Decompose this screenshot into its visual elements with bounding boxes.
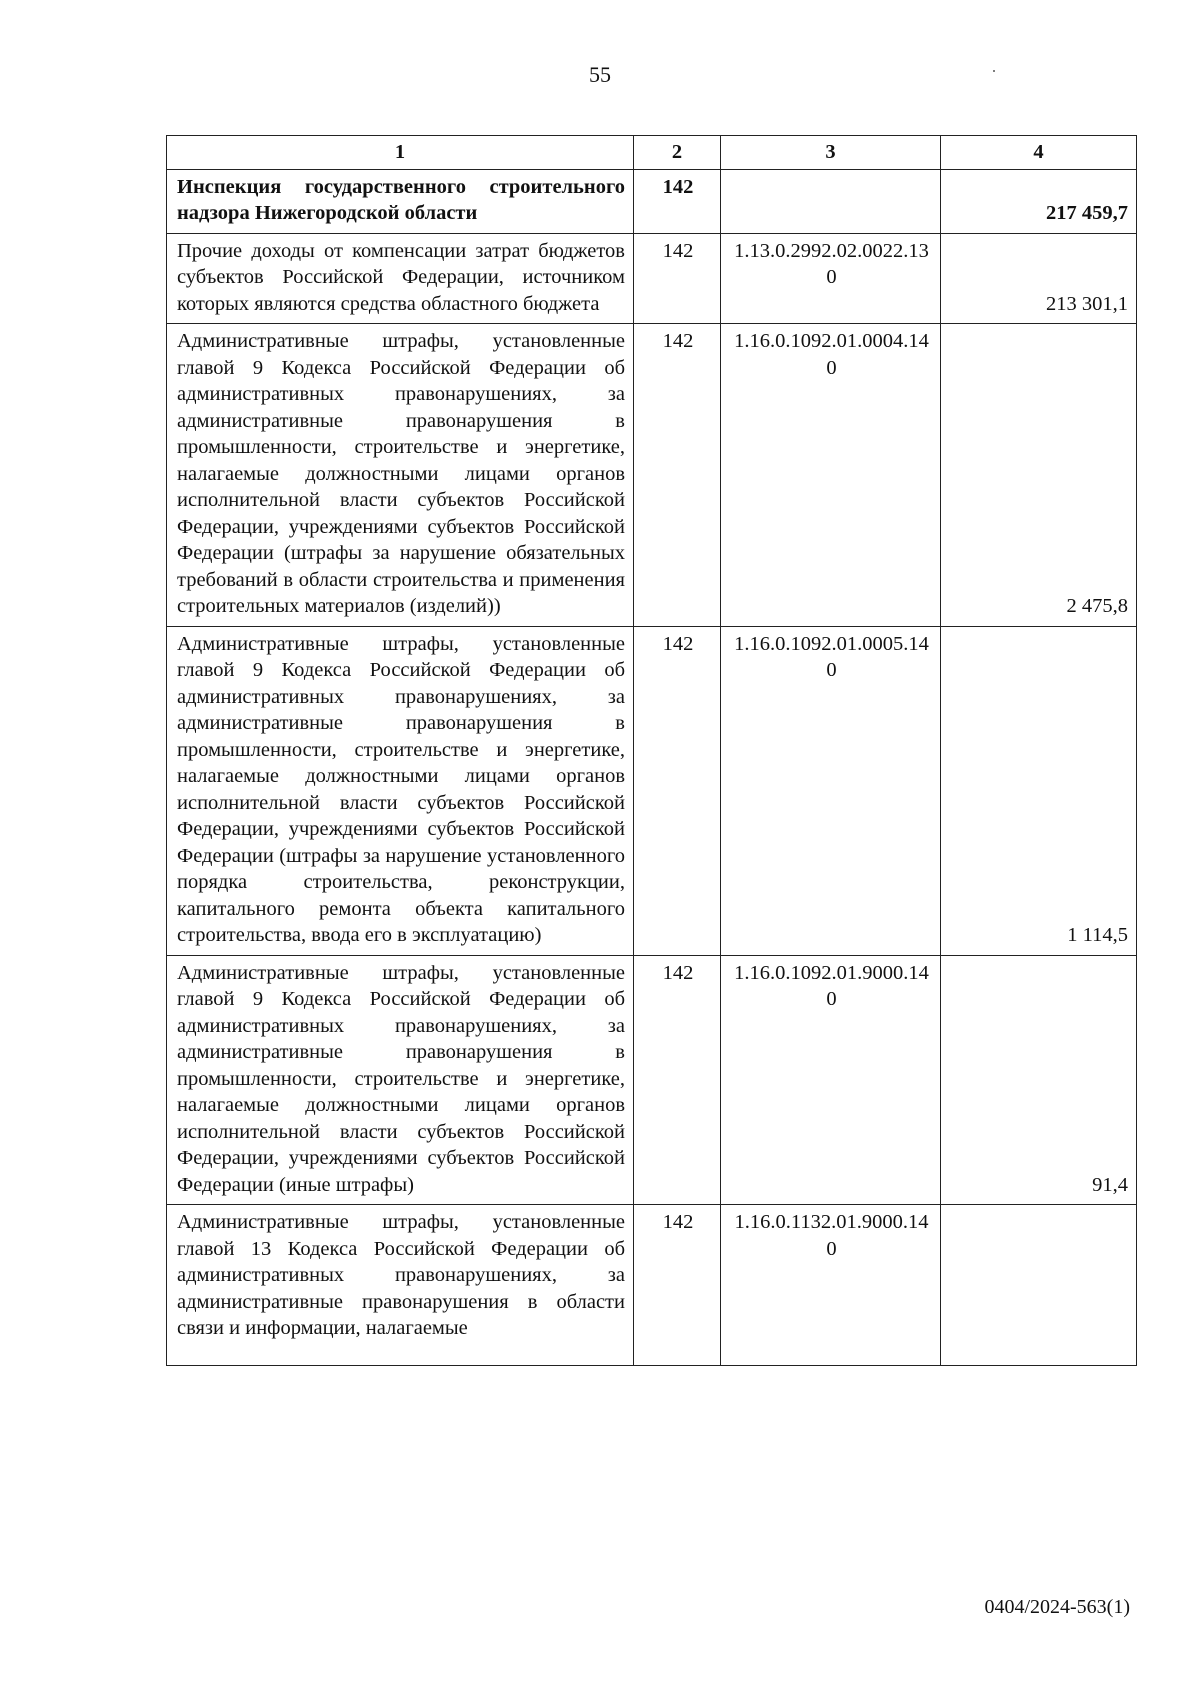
column-header-3: 3 — [721, 136, 941, 170]
row-amount: 2 475,8 — [1066, 595, 1128, 617]
row-admin-code: 142 — [634, 169, 721, 233]
row-description: Инспекция государственного строительного надзора Нижегородской области — [167, 169, 634, 233]
row-amount: 91,4 — [1092, 1173, 1128, 1196]
column-header-4: 4 — [941, 136, 1137, 170]
revenue-table — [166, 135, 1137, 1366]
table-row — [167, 955, 1137, 1205]
page-number: 55 — [589, 62, 611, 87]
row-amount-cell — [941, 233, 1137, 324]
row-kbk-code — [721, 169, 941, 233]
row-kbk-code: 1.16.0.1092.01.9000.140 — [721, 955, 941, 1205]
row-kbk-code: 1.13.0.2992.02.0022.130 — [721, 233, 941, 324]
table-row — [167, 1205, 1137, 1366]
row-amount-cell — [941, 324, 1137, 627]
table-row — [167, 626, 1137, 955]
row-kbk-code: 1.16.0.1092.01.0004.140 — [721, 324, 941, 627]
column-header-1: 1 — [167, 136, 634, 170]
row-amount: 217 459,7 — [1046, 202, 1128, 224]
row-kbk-code: 1.16.0.1132.01.9000.140 — [721, 1205, 941, 1366]
table-header-row — [167, 136, 1137, 170]
column-header-2: 2 — [634, 136, 721, 170]
row-amount-cell — [941, 955, 1137, 1205]
table-row — [167, 324, 1137, 627]
row-admin-code: 142 — [634, 324, 721, 627]
row-description: Прочие доходы от компенсации затрат бюджетов субъектов Российской Федерации, источником которых являются средства областного бюджета — [167, 233, 634, 324]
row-description: Административные штрафы, установленные главой 9 Кодекса Российской Федерации об административных правонарушениях, за административные правонарушения в промышленности, строительстве и энергетике, налагаемые должностными лицами органов исполнительной власти субъектов Российской Федерации, учреждениями субъектов Российской Федерации (иные штрафы) — [167, 955, 634, 1205]
row-description: Административные штрафы, установленные главой 9 Кодекса Российской Федерации об административных правонарушениях, за административные правонарушения в промышленности, строительстве и энергетике, налагаемые должностными лицами органов исполнительной власти субъектов Российской Федерации, учреждениями субъектов Российской Федерации (штрафы за нарушение обязательных требований в области строительства и применения строительных материалов (изделий)) — [167, 324, 634, 627]
row-kbk-code: 1.16.0.1092.01.0005.140 — [721, 626, 941, 955]
row-amount: 213 301,1 — [1046, 292, 1128, 315]
row-admin-code: 142 — [634, 626, 721, 955]
row-admin-code: 142 — [634, 233, 721, 324]
table-row — [167, 169, 1137, 233]
row-admin-code: 142 — [634, 955, 721, 1205]
table-row — [167, 233, 1137, 324]
document-number: 0404/2024-563(1) — [984, 1596, 1130, 1618]
scan-speck — [993, 70, 995, 72]
row-amount-cell — [941, 169, 1137, 233]
row-amount-cell — [941, 1205, 1137, 1366]
row-description: Административные штрафы, установленные главой 9 Кодекса Российской Федерации об административных правонарушениях, за административные правонарушения в промышленности, строительстве и энергетике, налагаемые должностными лицами органов исполнительной власти субъектов Российской Федерации, учреждениями субъектов Российской Федерации (штрафы за нарушение установленного порядка строительства, реконструкции, капитального ремонта объекта капитального строительства, ввода его в эксплуатацию) — [167, 626, 634, 955]
row-amount-cell — [941, 626, 1137, 955]
row-admin-code: 142 — [634, 1205, 721, 1366]
row-description: Административные штрафы, установленные главой 13 Кодекса Российской Федерации об административных правонарушениях, за административные правонарушения в области связи и информации, налагаемые — [167, 1205, 634, 1366]
row-amount: 1 114,5 — [1067, 924, 1128, 946]
